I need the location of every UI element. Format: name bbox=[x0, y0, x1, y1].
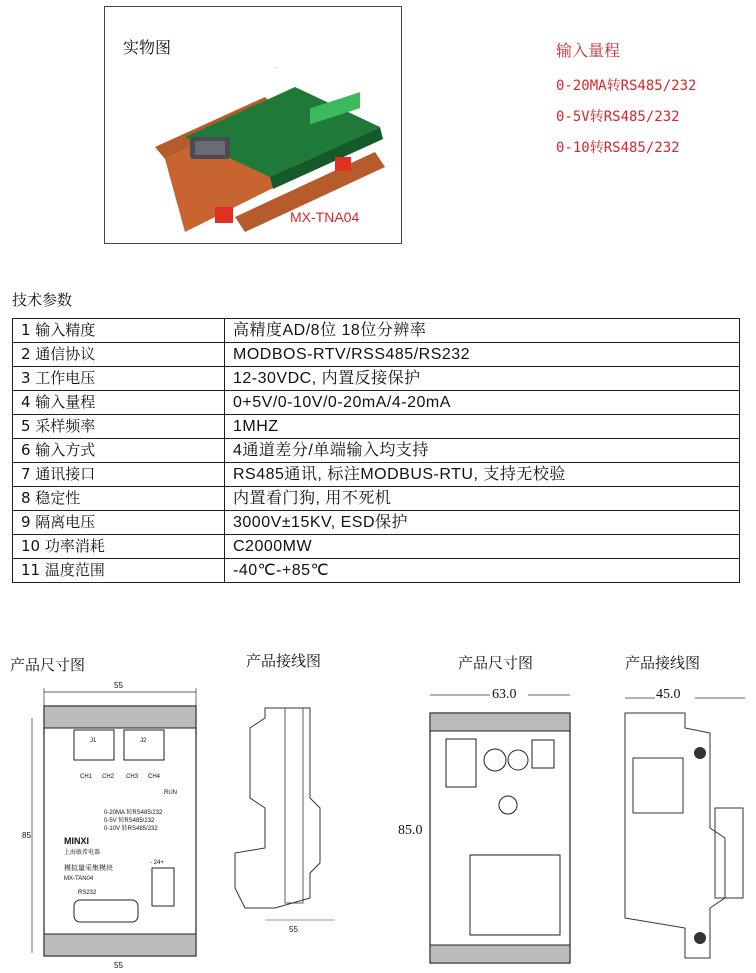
table-row bbox=[13, 319, 740, 343]
channel-label: CH4 bbox=[148, 774, 161, 780]
spec-key: 5 采样频率 bbox=[13, 415, 225, 439]
photo-label: 实物图 bbox=[123, 38, 172, 57]
side-wiring-drawing bbox=[225, 688, 345, 938]
spec-table bbox=[12, 318, 740, 583]
spec-value: 1MHZ bbox=[225, 415, 740, 439]
terminal-j2-label: J2 bbox=[140, 738, 147, 744]
table-row bbox=[13, 343, 740, 367]
spec-value: MODBOS-RTV/RSS485/RS232 bbox=[225, 343, 740, 367]
spec-key: 9 隔离电压 bbox=[13, 511, 225, 535]
caption-wiring-drawing: 产品接线图 bbox=[625, 654, 701, 672]
spec-value: RS485通讯, 标注MODBUS-RTU, 支持无校验 bbox=[225, 463, 740, 487]
spec-key: 11 温度范围 bbox=[13, 559, 225, 583]
side-profile-drawing bbox=[615, 688, 753, 970]
height-dim: 85 bbox=[22, 831, 31, 840]
mode-label: 0-10V 转RS485/232 bbox=[104, 826, 158, 832]
pcb-height-dim: 85.0 bbox=[398, 823, 423, 838]
spec-value: C2000MW bbox=[225, 535, 740, 559]
product-photo-frame bbox=[104, 6, 402, 244]
spec-value: -40℃-+85℃ bbox=[225, 559, 740, 583]
side-width-dim: 55 bbox=[289, 925, 298, 934]
table-row bbox=[13, 463, 740, 487]
spec-key: 4 输入量程 bbox=[13, 391, 225, 415]
side-width-dim: 45.0 bbox=[656, 687, 681, 702]
channel-label: CH1 bbox=[80, 774, 93, 780]
pcb-width-dim: 63.0 bbox=[492, 687, 517, 702]
spec-value: 高精度AD/8位 18位分辨率 bbox=[225, 319, 740, 343]
caption-dimension-drawing: 产品尺寸图 bbox=[458, 654, 534, 672]
model-label: MX-TNA04 bbox=[290, 209, 360, 225]
spec-value: 12-30VDC, 内置反接保护 bbox=[225, 367, 740, 391]
front-dimension-drawing bbox=[20, 678, 200, 968]
spec-key: 8 稳定性 bbox=[13, 487, 225, 511]
spec-value: 0+5V/0-10V/0-20mA/4-20mA bbox=[225, 391, 740, 415]
spec-key: 7 通讯接口 bbox=[13, 463, 225, 487]
channel-label: CH3 bbox=[126, 774, 139, 780]
spec-value: 内置看门狗, 用不死机 bbox=[225, 487, 740, 511]
input-range-item: 0-20MA转RS485/232 bbox=[556, 78, 697, 94]
table-row bbox=[13, 535, 740, 559]
rs232-label: RS232 bbox=[78, 890, 97, 896]
spec-key: 2 通信协议 bbox=[13, 343, 225, 367]
spec-key: 1 输入精度 bbox=[13, 319, 225, 343]
caption-dimension-drawing: 产品尺寸图 bbox=[10, 656, 86, 674]
width-dim: 55 bbox=[114, 681, 123, 690]
brand-sub: 上海敏希电器 bbox=[64, 850, 101, 856]
run-label: RUN bbox=[164, 790, 177, 796]
product-name: 模拟量采集模块 bbox=[64, 865, 113, 872]
mode-label: 0-20MA 转RS485/232 bbox=[104, 810, 163, 816]
table-row bbox=[13, 559, 740, 583]
tech-params-title: 技术参数 bbox=[12, 291, 73, 309]
table-row bbox=[13, 391, 740, 415]
spec-key: 6 输入方式 bbox=[13, 439, 225, 463]
pcb-dimension-drawing bbox=[400, 685, 590, 967]
spec-key: 10 功率消耗 bbox=[13, 535, 225, 559]
table-row bbox=[13, 415, 740, 439]
terminal-j1-label: J1 bbox=[90, 738, 97, 744]
table-row bbox=[13, 511, 740, 535]
channel-label: CH2 bbox=[102, 774, 115, 780]
caption-wiring-drawing: 产品接线图 bbox=[246, 652, 322, 670]
table-row bbox=[13, 439, 740, 463]
bottom-width-dim: 55 bbox=[114, 961, 123, 968]
input-range-title: 输入量程 bbox=[556, 41, 621, 60]
table-row bbox=[13, 487, 740, 511]
input-range-item: 0-10转RS485/232 bbox=[556, 140, 680, 156]
mode-label: 0-5V 转RS485/232 bbox=[104, 818, 155, 824]
spec-value: 4通道差分/单端输入均支持 bbox=[225, 439, 740, 463]
product-model: MX-TAN04 bbox=[64, 876, 94, 882]
brand-logo: MINXI bbox=[64, 836, 90, 846]
spec-key: 3 工作电压 bbox=[13, 367, 225, 391]
input-range-item: 0-5V转RS485/232 bbox=[556, 109, 680, 125]
spec-value: 3000V±15KV, ESD保护 bbox=[225, 511, 740, 535]
table-row bbox=[13, 367, 740, 391]
power-label: - 24+ bbox=[150, 860, 164, 866]
